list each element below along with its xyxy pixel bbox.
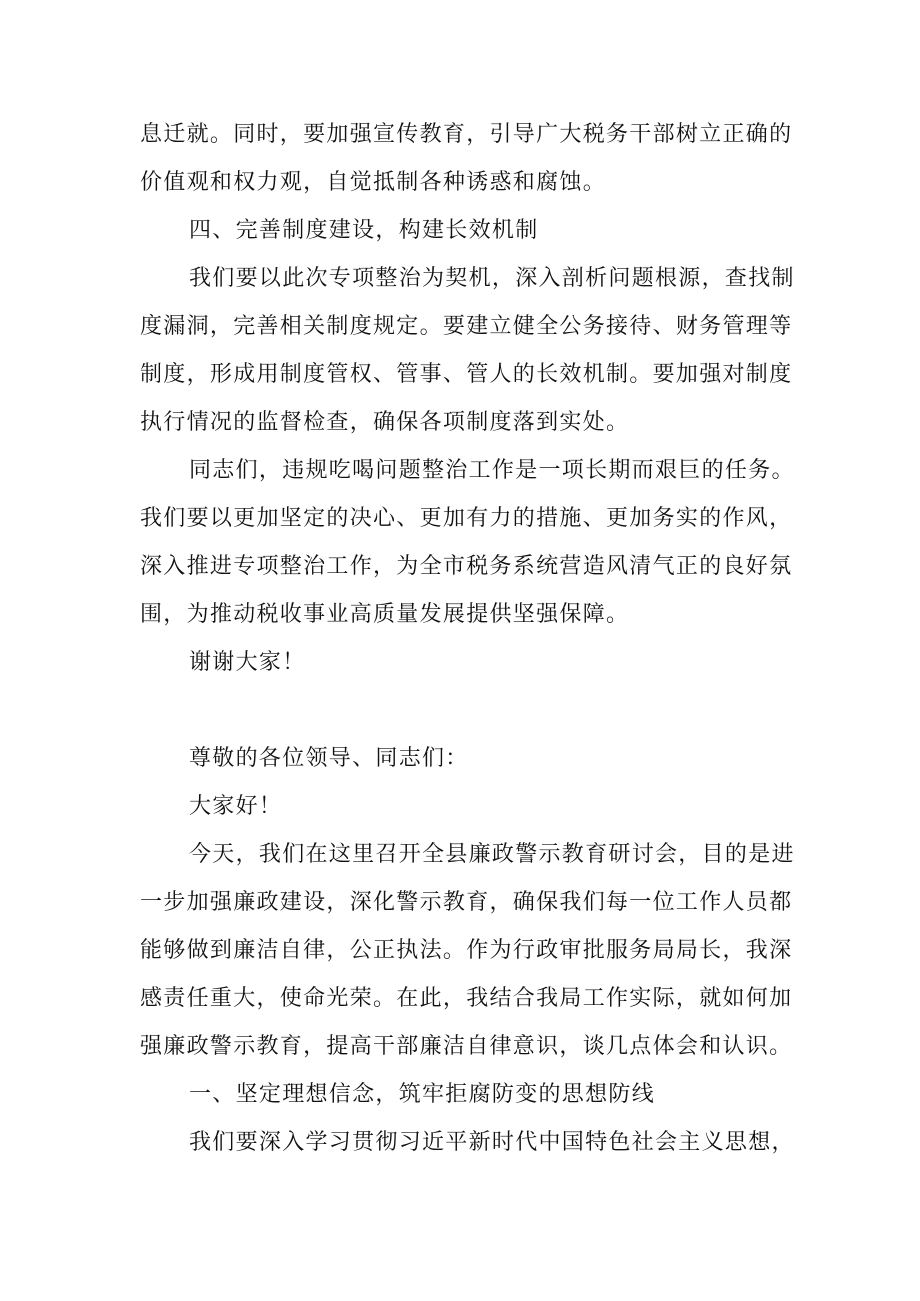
salutation: 尊敬的各位领导、同志们： [189, 746, 469, 771]
closing-line: 谢谢大家！ [189, 650, 306, 675]
paragraph-line: 今天，我们在这里召开全县廉政警示教育研讨会，目的是进 [189, 842, 795, 867]
paragraph-line: 我们要深入学习贯彻习近平新时代中国特色社会主义思想， [189, 1130, 795, 1155]
paragraph-line: 息迁就。同时，要加强宣传教育，引导广大税务干部树立正确的 [140, 122, 793, 147]
paragraph-line: 深入推进专项整治工作，为全市税务系统营造风清气正的良好氛 [140, 554, 793, 579]
paragraph-line: 强廉政警示教育，提高干部廉洁自律意识，谈几点体会和认识。 [140, 1034, 793, 1059]
paragraph-line: 一步加强廉政建设，深化警示教育，确保我们每一位工作人员都 [140, 890, 793, 915]
paragraph-line: 制度，形成用制度管权、管事、管人的长效机制。要加强对制度 [140, 362, 793, 387]
greeting: 大家好！ [189, 794, 283, 819]
section-heading: 四、完善制度建设，构建长效机制 [189, 218, 539, 243]
paragraph-line: 度漏洞，完善相关制度规定。要建立健全公务接待、财务管理等 [140, 314, 793, 339]
paragraph-line: 执行情况的监督检查，确保各项制度落到实处。 [140, 410, 630, 435]
paragraph-line: 价值观和权力观，自觉抵制各种诱惑和腐蚀。 [140, 170, 607, 195]
paragraph-line: 我们要以此次专项整治为契机，深入剖析问题根源，查找制 [189, 266, 795, 291]
paragraph-line: 感责任重大，使命光荣。在此，我结合我局工作实际，就如何加 [140, 986, 793, 1011]
section-heading: 一、坚定理想信念，筑牢拒腐防变的思想防线 [189, 1082, 656, 1107]
paragraph-line: 同志们，违规吃喝问题整治工作是一项长期而艰巨的任务。 [189, 458, 795, 483]
paragraph-line: 我们要以更加坚定的决心、更加有力的措施、更加务实的作风， [140, 506, 793, 531]
paragraph-line: 围，为推动税收事业高质量发展提供坚强保障。 [140, 602, 630, 627]
paragraph-line: 能够做到廉洁自律，公正执法。作为行政审批服务局局长，我深 [140, 938, 793, 963]
